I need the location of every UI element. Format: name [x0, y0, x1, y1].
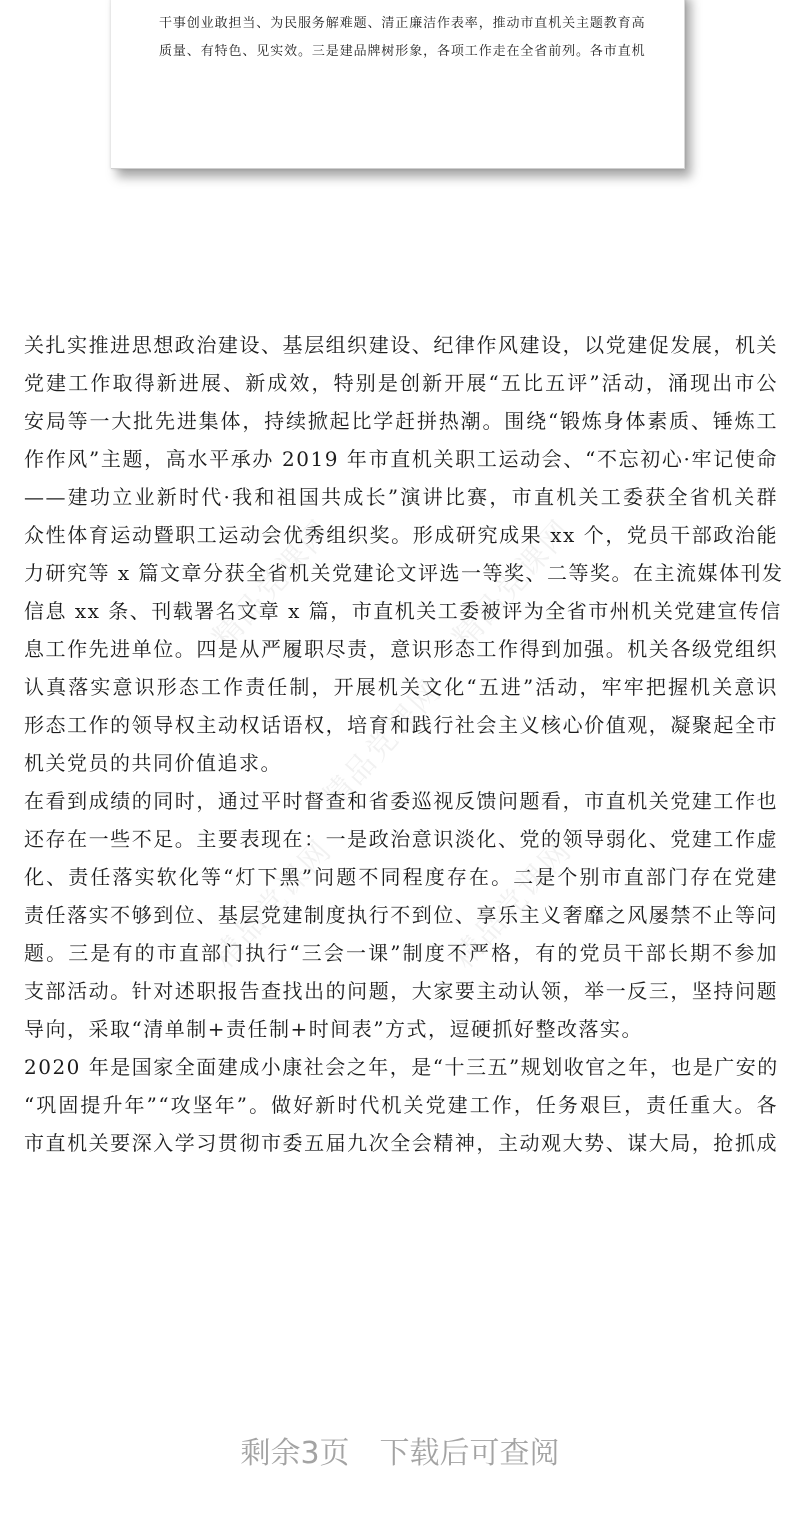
watermark: 精品党课网 — [446, 833, 580, 976]
text-line: 关扎实推进思想政治建设、基层组织建设、纪律作风建设，以党建促发展，机关 — [24, 333, 778, 357]
text-line: 党建工作取得新进展、新成效，特别是创新开展“五比五评”活动，涌现出市公 — [24, 371, 778, 395]
paragraph-achievements — [24, 326, 784, 782]
text-line: 形态工作的领导权主动权话语权，培育和践行社会主义核心价值观，凝聚起全市 — [24, 713, 778, 737]
preview-text — [159, 10, 646, 66]
text-line: 责任落实不够到位、基层党建制度执行不到位、享乐主义奢靡之风屡禁不止等问 — [24, 903, 778, 927]
text-line: 导向，采取“清单制+责任制+时间表”方式，逗硬抓好整改落实。 — [24, 1017, 643, 1041]
watermark: 精品党课网 — [446, 513, 580, 656]
text-line: 机关党员的共同价值追求。 — [24, 751, 282, 775]
text-line: “巩固提升年”“攻坚年”。做好新时代机关党建工作，任务艰巨，责任重大。各 — [24, 1093, 778, 1117]
text-line: 支部活动。针对述职报告查找出的问题，大家要主动认领，举一反三，坚持问题 — [24, 979, 778, 1003]
document-body — [24, 326, 784, 1162]
text-line: 2020 年是国家全面建成小康社会之年，是“十三五”规划收官之年，也是广安的 — [24, 1055, 779, 1079]
preview-line: 干事创业敢担当、为民服务解难题、清正廉洁作表率，推动市直机关主题教育高 — [159, 16, 646, 31]
text-line: 题。三是有的市直部门执行“三会一课”制度不严格，有的党员干部长期不参加 — [24, 941, 778, 965]
previous-page-preview-card — [111, 0, 685, 169]
watermark: 精品党课网 — [206, 513, 340, 656]
remaining-pages-download-prompt[interactable]: 剩余3页 下载后可查阅 — [240, 1436, 560, 1471]
watermark: 精品党课网 — [206, 833, 340, 976]
preview-line: 质量、有特色、见实效。三是建品牌树形象，各项工作走在全省前列。各市直机 — [159, 44, 646, 59]
text-line: 安局等一大批先进集体，持续掀起比学赶拼热潮。围绕“锻炼身体素质、锤炼工 — [24, 409, 778, 433]
text-line: 作作风”主题，高水平承办 2019 年市直机关职工运动会、“不忘初心·牢记使命 — [24, 447, 778, 471]
text-line: 信息 xx 条、刊载署名文章 x 篇，市直机关工委被评为全省市州机关党建宣传信 — [24, 599, 782, 623]
text-line: 认真落实意识形态工作责任制，开展机关文化“五进”活动，牢牢把握机关意识 — [24, 675, 778, 699]
text-line: 力研究等 x 篇文章分获全省机关党建论文评选一等奖、二等奖。在主流媒体刊发 — [24, 561, 784, 585]
text-line: 还存在一些不足。主要表现在：一是政治意识淡化、党的领导弱化、党建工作虚 — [24, 827, 778, 851]
paragraph-2020-tasks — [24, 1048, 778, 1162]
paragraph-shortcomings — [24, 782, 778, 1048]
text-line: 在看到成绩的同时，通过平时督查和省委巡视反馈问题看，市直机关党建工作也 — [24, 789, 778, 813]
text-line: 市直机关要深入学习贯彻市委五届九次全会精神，主动观大势、谋大局，抢抓成 — [24, 1131, 778, 1155]
watermark: 精品党课网 — [316, 673, 450, 816]
text-line: 众性体育运动暨职工运动会优秀组织奖。形成研究成果 xx 个，党员干部政治能 — [24, 523, 778, 547]
text-line: 化、责任落实软化等“灯下黑”问题不同程度存在。二是个别市直部门存在党建 — [24, 865, 778, 889]
text-line: ——建功立业新时代·我和祖国共成长”演讲比赛，市直机关工委获全省机关群 — [24, 485, 778, 509]
text-line: 息工作先进单位。四是从严履职尽责，意识形态工作得到加强。机关各级党组织 — [24, 637, 778, 661]
